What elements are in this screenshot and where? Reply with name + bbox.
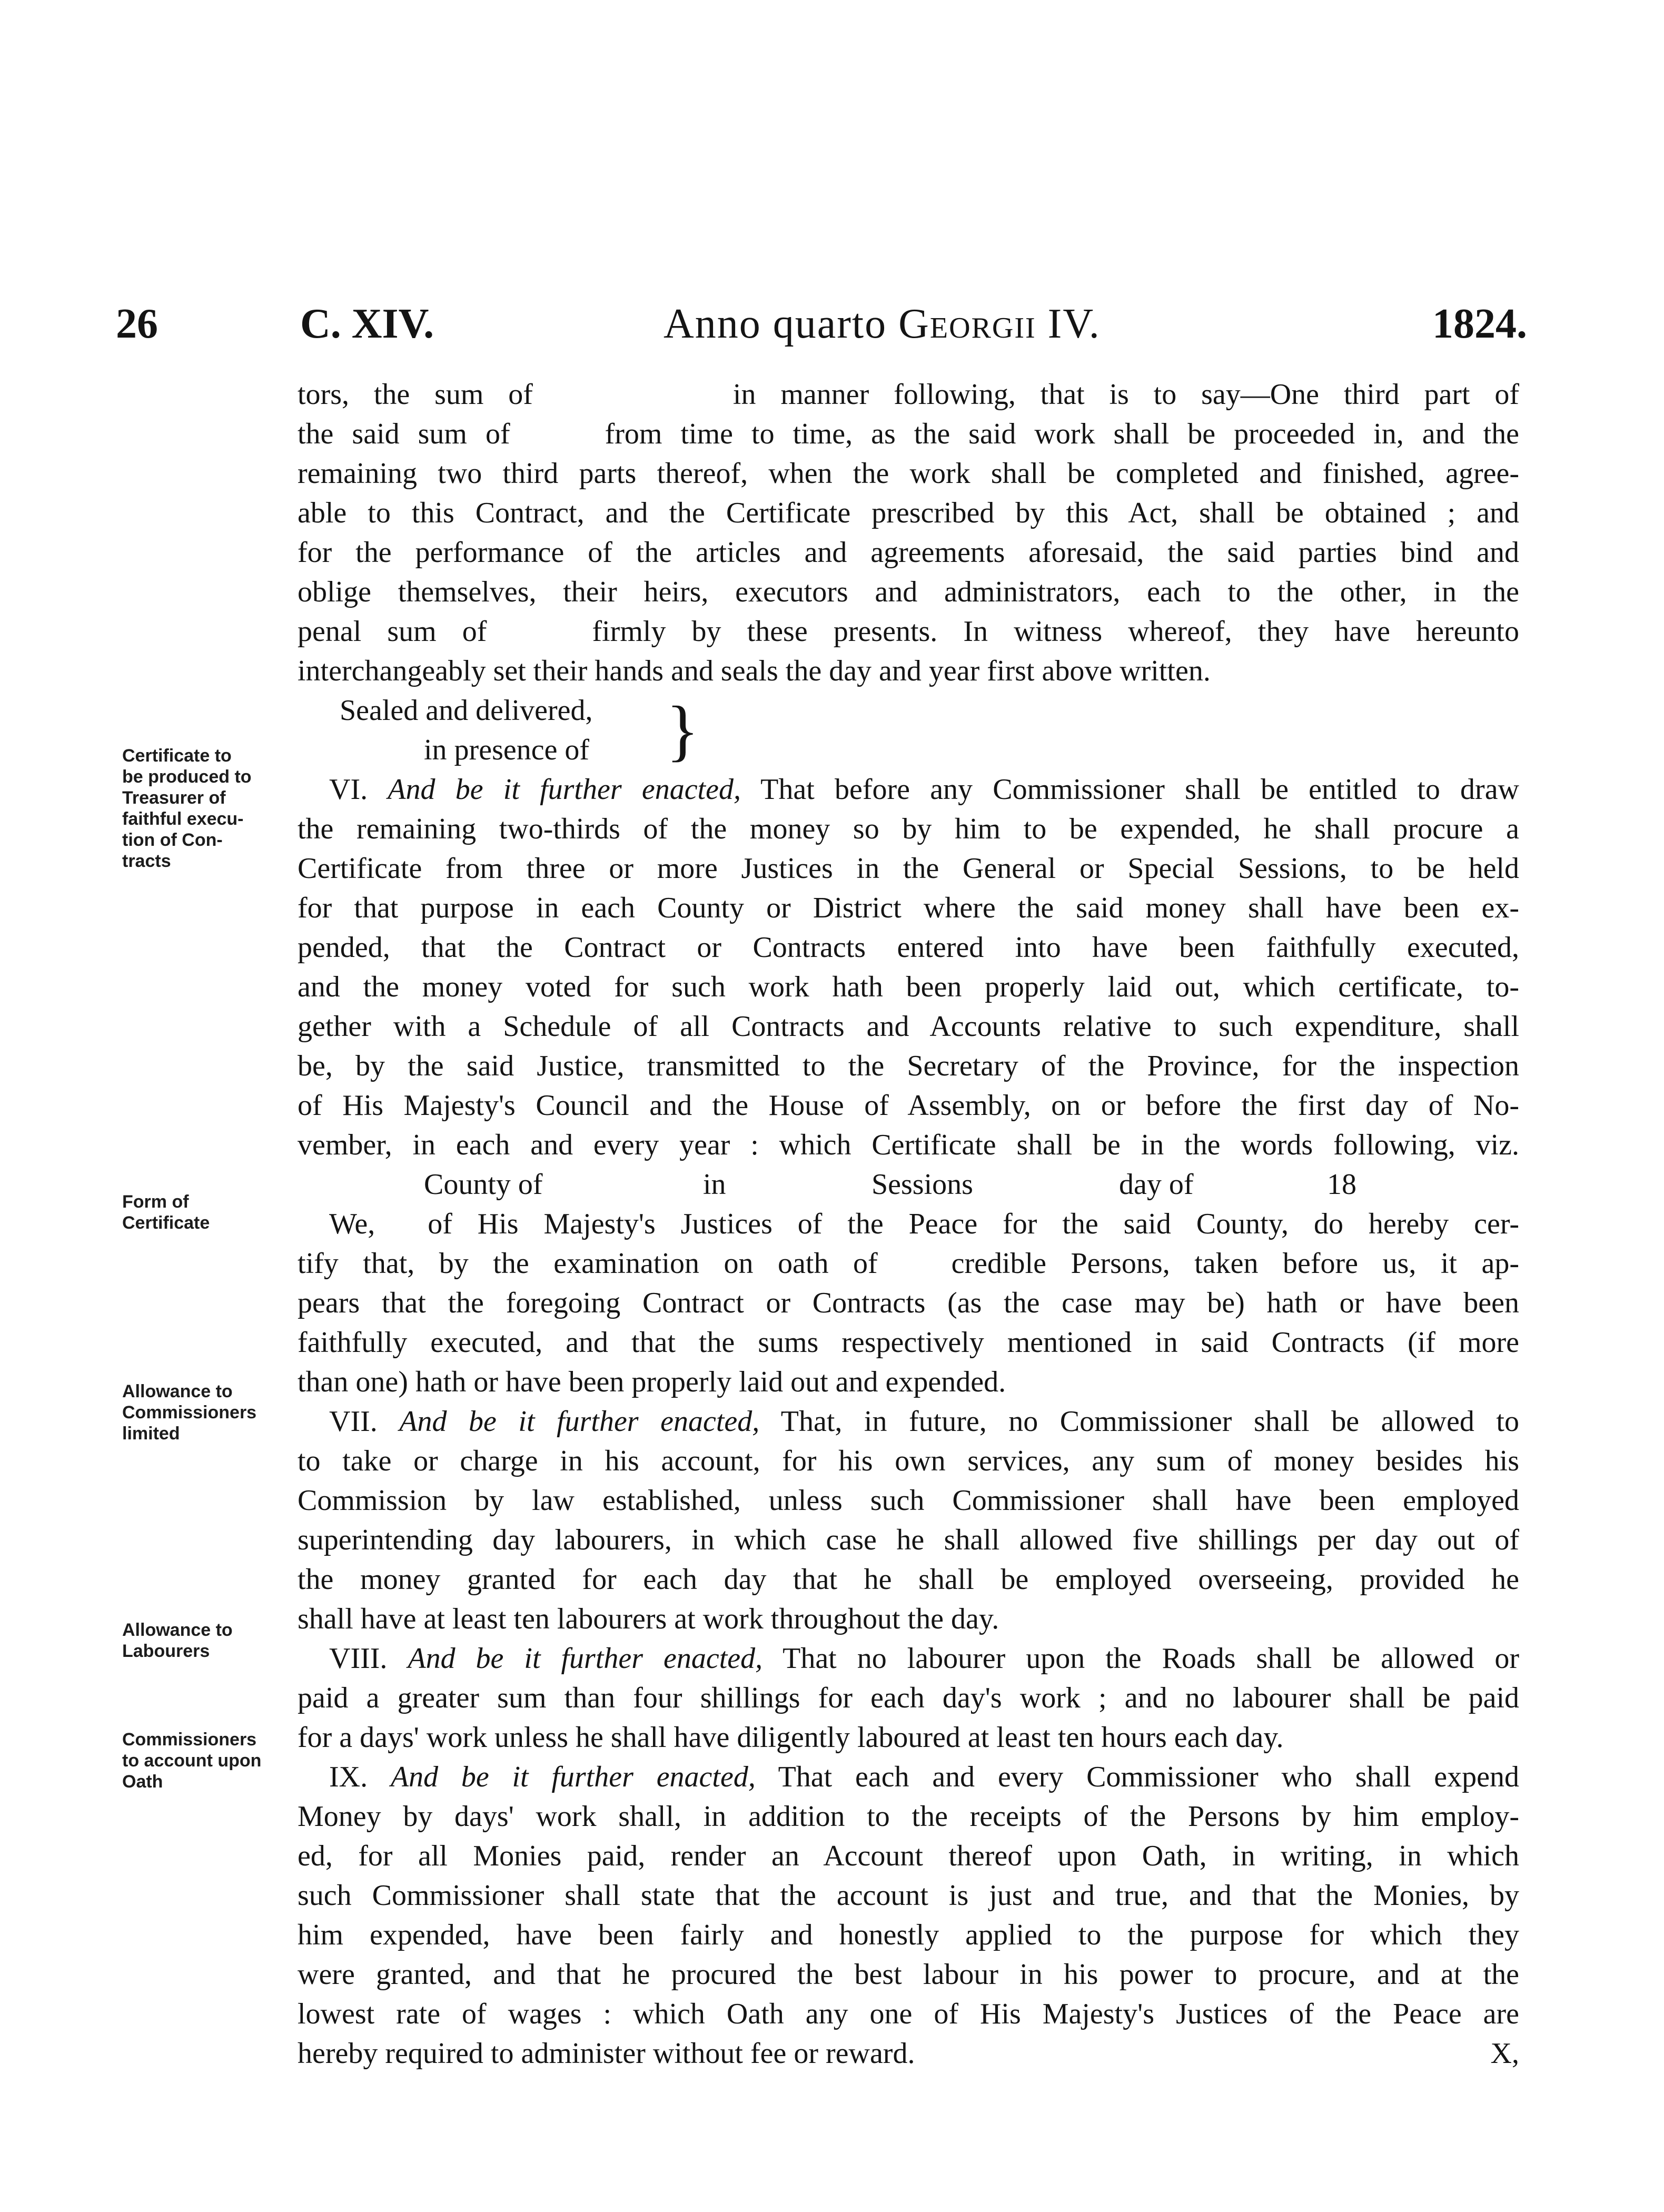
- sidenote-line: to account upon: [122, 1751, 262, 1771]
- text-line: to take or charge in his account, for his own services, any sum of money besides his: [298, 1445, 1519, 1477]
- text-line: [298, 1639, 1519, 1678]
- section-viii: [298, 1639, 1519, 1757]
- text-segment: the said sum of: [298, 418, 510, 450]
- text-line: ed, for all Monies paid, render an Account thereof upon Oath, in writing, in which: [298, 1840, 1519, 1872]
- section-number: VIII.: [329, 1642, 388, 1675]
- text-line: of His Majesty's Council and the House of Assembly, on or before the first day of No-: [298, 1089, 1519, 1122]
- sidenote-allowance-commissioners: [122, 1381, 296, 1444]
- section-vii: [298, 1402, 1519, 1639]
- sidenote-line: Oath: [122, 1772, 163, 1792]
- sidenote-line: Labourers: [122, 1641, 210, 1661]
- chapter-number: C. XIV.: [300, 301, 434, 347]
- body-text: [298, 375, 1519, 2073]
- sidenote-line: Commissioners: [122, 1730, 257, 1750]
- sidenote-line: be produced to: [122, 767, 252, 787]
- enacting-clause: And be it further enacted,: [390, 1761, 756, 1793]
- text-line: than one) hath or have been properly laid out and expended.: [298, 1366, 1006, 1398]
- enacting-clause: And be it further enacted,: [388, 773, 741, 806]
- text-segment: from time to time, as the said work shall be proceeded in, and the: [605, 418, 1519, 450]
- text-line: [298, 770, 1519, 809]
- sidenote-line: faithful execu-: [122, 809, 244, 829]
- day-label: day of: [1119, 1168, 1194, 1201]
- sidenote-commissioners-oath: [122, 1729, 296, 1792]
- text-segment: of His Majesty's Justices of the Peace for the said County, do hereby cer-: [428, 1208, 1519, 1240]
- text-line: [298, 612, 1519, 651]
- text-segment: That each and every Commissioner who shall expend: [778, 1761, 1519, 1793]
- sidenote-line: Certificate to: [122, 746, 232, 766]
- text-line: such Commissioner shall state that the account is just and true, and that the Monies, by: [298, 1879, 1519, 1912]
- enacting-clause: And be it further enacted,: [408, 1642, 763, 1675]
- text-segment: tors, the sum of: [298, 378, 533, 411]
- section-number: IX.: [329, 1761, 368, 1793]
- sealed-line: Sealed and delivered,: [340, 694, 593, 727]
- text-segment: firmly by these presents. In witness whereof, they have hereunto: [592, 615, 1519, 648]
- sidenote-line: Allowance to: [122, 1620, 233, 1640]
- text-line: faithfully executed, and that the sums respectively mentioned in said Contracts (if more: [298, 1326, 1519, 1359]
- sidenote-line: tion of Con-: [122, 830, 223, 850]
- text-line: Certificate from three or more Justices in the General or Special Sessions, to be held: [298, 852, 1519, 885]
- sidenote-line: Allowance to: [122, 1381, 233, 1401]
- section-vi: [298, 770, 1519, 1165]
- regnal-title-monarch: Georgii: [898, 301, 1036, 347]
- sidenote-line: Form of: [122, 1192, 189, 1212]
- sidenote-certificate: [122, 745, 296, 872]
- text-line: him expended, have been fairly and honestly applied to the purpose for which they: [298, 1919, 1519, 1951]
- section-number: VI.: [329, 773, 368, 806]
- text-segment: credible Persons, taken before us, it ap-: [951, 1247, 1519, 1280]
- year-prefix: 18: [1327, 1168, 1356, 1201]
- text-line: superintending day labourers, in which case he shall allowed five shillings per day out of: [298, 1524, 1519, 1556]
- text-line: interchangeably set their hands and seals the day and year first above written.: [298, 655, 1211, 687]
- contract-form: [298, 375, 1519, 770]
- text-line: shall have at least ten labourers at work throughout the day.: [298, 1603, 999, 1635]
- text-line: remaining two third parts thereof, when the work shall be completed and finished, agree-: [298, 457, 1519, 490]
- text-segment: penal sum of: [298, 615, 487, 648]
- text-line: lowest rate of wages : which Oath any one of His Majesty's Justices of the Peace are: [298, 1998, 1519, 2030]
- text-segment: hereby required to administer without fee or reward.: [298, 2037, 915, 2070]
- text-line: [298, 414, 1519, 454]
- text-segment: That no labourer upon the Roads shall be allowed or: [783, 1642, 1519, 1675]
- sidenote-line: Treasurer of: [122, 788, 226, 808]
- text-line: for the performance of the articles and agreements aforesaid, the said parties bind and: [298, 536, 1519, 569]
- text-segment: That, in future, no Commissioner shall be allowed to: [780, 1405, 1519, 1438]
- in-label: in: [703, 1168, 726, 1201]
- sessions-label: Sessions: [871, 1168, 973, 1201]
- text-line: [298, 1204, 1519, 1244]
- sidenote-line: limited: [122, 1424, 180, 1444]
- enacting-clause: And be it further enacted,: [399, 1405, 760, 1438]
- sidenote-line: Certificate: [122, 1213, 210, 1233]
- text-segment: That before any Commissioner shall be entitled to draw: [760, 773, 1519, 806]
- sidenote-allowance-labourers: [122, 1619, 296, 1662]
- text-segment: We,: [329, 1208, 375, 1240]
- sidenote-form: [122, 1191, 296, 1233]
- section-ix: [298, 1757, 1519, 2073]
- brace-glyph: }: [666, 693, 699, 768]
- text-line: the remaining two-thirds of the money so by him to be expended, he shall procure a: [298, 813, 1519, 845]
- certificate-heading: [298, 1165, 1519, 1204]
- text-line: [298, 375, 1519, 414]
- text-segment: tify that, by the examination on oath of: [298, 1247, 878, 1280]
- certificate-form: [298, 1165, 1519, 1402]
- text-line: vember, in each and every year : which Certificate shall be in the words following, viz.: [298, 1129, 1519, 1161]
- sidenote-line: Commissioners: [122, 1403, 257, 1423]
- text-line: pended, that the Contract or Contracts entered into have been faithfully executed,: [298, 931, 1519, 964]
- page-number: 26: [116, 301, 158, 347]
- text-line: oblige themselves, their heirs, executors and administrators, each to the other, in the: [298, 576, 1519, 608]
- regnal-title-suffix: IV.: [1047, 301, 1101, 347]
- text-segment: in manner following, that is to say—One third part of: [732, 378, 1519, 411]
- text-line: able to this Contract, and the Certificate prescribed by this Act, shall be obtained ; and: [298, 497, 1519, 529]
- regnal-title-prefix: Anno quarto: [663, 301, 887, 347]
- presence-line: in presence of: [424, 734, 590, 766]
- text-line: the money granted for each day that he shall be employed overseeing, provided he: [298, 1563, 1519, 1596]
- year: 1824.: [1432, 301, 1527, 347]
- regnal-title: [663, 295, 1101, 353]
- section-number: VII.: [329, 1405, 378, 1438]
- running-header: [105, 295, 1527, 353]
- sealed-block: [298, 691, 1519, 770]
- text-line: be, by the said Justice, transmitted to the Secretary of the Province, for the inspection: [298, 1050, 1519, 1082]
- text-line: for that purpose in each County or District where the said money shall have been ex-: [298, 892, 1519, 924]
- county-label: County of: [424, 1168, 543, 1201]
- text-line: [298, 1244, 1519, 1283]
- text-line: were granted, and that he procured the best labour in his power to procure, and at the: [298, 1958, 1519, 1991]
- text-line: and the money voted for such work hath been properly laid out, which certificate, to-: [298, 971, 1519, 1003]
- text-line: gether with a Schedule of all Contracts and Accounts relative to such expenditure, shall: [298, 1010, 1519, 1043]
- catchword: X,: [1490, 2037, 1519, 2070]
- text-line: [298, 1757, 1519, 1797]
- text-line: Money by days' work shall, in addition to the receipts of the Persons by him employ-: [298, 1800, 1519, 1833]
- text-line: Commission by law established, unless such Commissioner shall have been employed: [298, 1484, 1519, 1517]
- text-line: paid a greater sum than four shillings for each day's work ; and no labourer shall be paid: [298, 1682, 1519, 1714]
- text-line: [298, 2034, 1519, 2073]
- text-line: for a days' work unless he shall have diligently laboured at least ten hours each day.: [298, 1721, 1284, 1754]
- text-line: pears that the foregoing Contract or Contracts (as the case may be) hath or have been: [298, 1287, 1519, 1319]
- sidenote-line: tracts: [122, 851, 171, 871]
- text-line: [298, 1402, 1519, 1441]
